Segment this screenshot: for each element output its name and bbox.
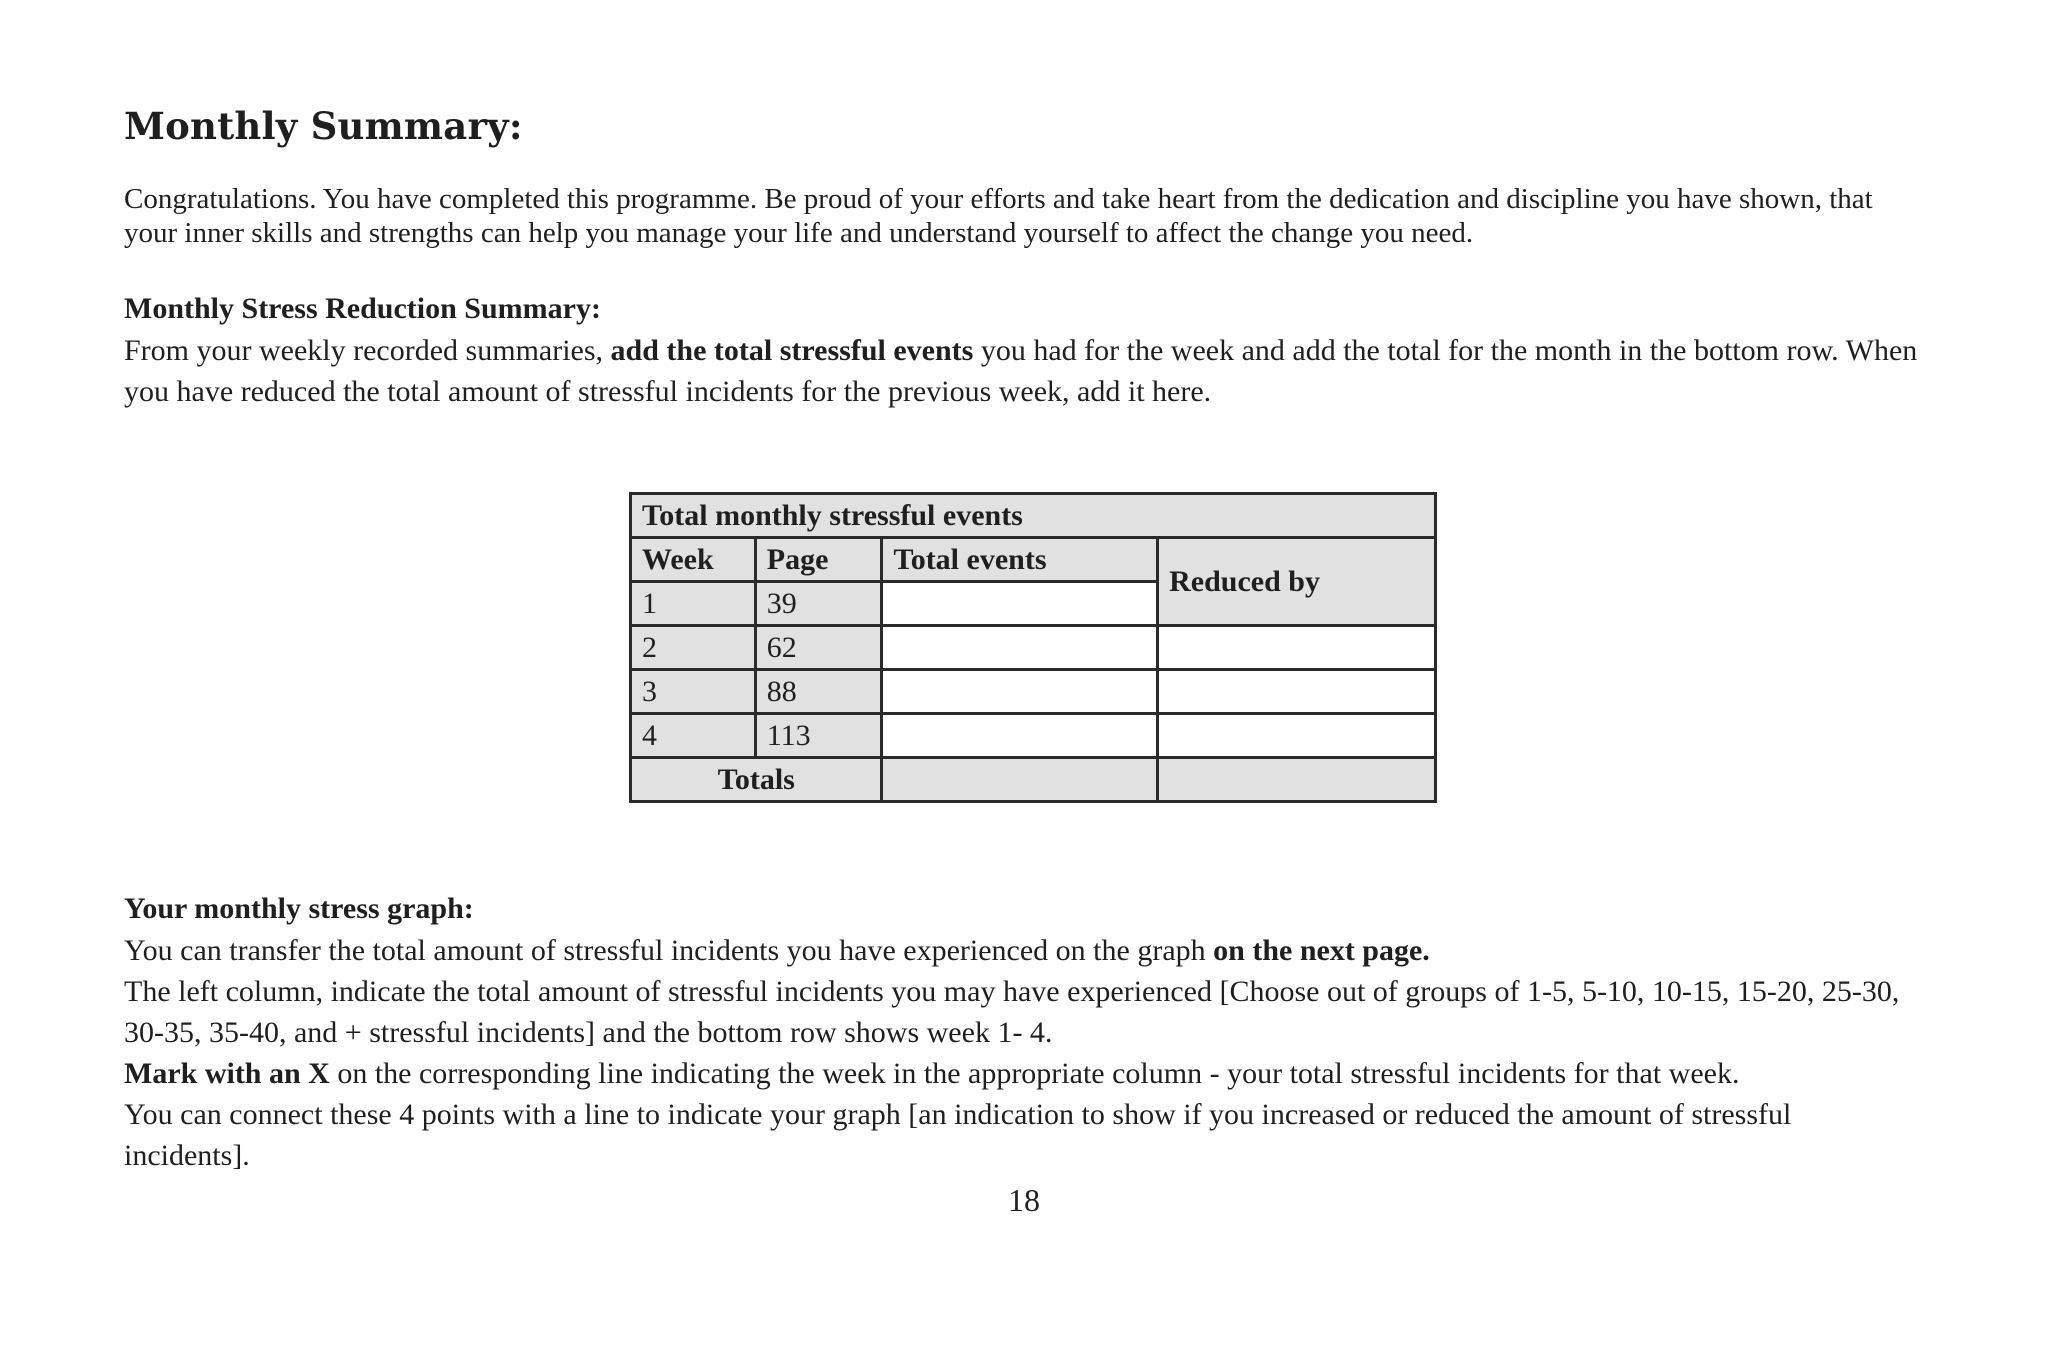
total-events-input-cell[interactable] (882, 714, 1158, 758)
total-events-input-cell[interactable] (882, 626, 1158, 670)
reduction-paragraph: From your weekly recorded summaries, add the total stressful events you had for the week and add the total for the month in the bottom row. When you have reduced the total amount of stressful incidents for the previous week, add it here. (124, 334, 1918, 408)
graph-section (124, 888, 1924, 1176)
stress-summary-table (629, 492, 1437, 803)
reduced-by-input-cell[interactable] (1158, 714, 1436, 758)
totals-events-cell[interactable] (882, 758, 1158, 802)
totals-row (631, 758, 1436, 802)
page-cell: 88 (755, 670, 882, 714)
graph-line-4: You can connect these 4 points with a line to indicate your graph [an indication to show if you increased or reduced the amount of stressful incidents]. (124, 1098, 1792, 1172)
header-page: Page (755, 538, 882, 582)
reduced-by-input-cell[interactable] (1158, 670, 1436, 714)
intro-paragraph: Congratulations. You have completed this programme. Be proud of your efforts and take heart from the dedication and discipline you have shown, that your inner skills and strengths can help you manage your life and understand yourself to affect the change you need. (124, 183, 1873, 249)
totals-label: Totals (631, 758, 882, 802)
totals-reduced-cell[interactable] (1158, 758, 1436, 802)
reduced-by-input-cell[interactable] (1158, 626, 1436, 670)
week-cell: 2 (631, 626, 756, 670)
total-events-input-cell[interactable] (882, 582, 1158, 626)
graph-line-2: The left column, indicate the total amount of stressful incidents you may have experienced [Choose out of groups of 1-5, 5-10, 10-15, 15-20, 25-30, 30-35, 35-40, and + stressful incidents] and the bottom row shows week 1- 4. (124, 975, 1900, 1049)
table-row (631, 714, 1436, 758)
header-week: Week (631, 538, 756, 582)
graph-line-3: Mark with an X on the corresponding line indicating the week in the appropriate column - your total stressful incidents for that week. (124, 1057, 1740, 1090)
week-cell: 1 (631, 582, 756, 626)
reduction-bold-text: add the total stressful events (610, 334, 974, 367)
table-row (631, 670, 1436, 714)
graph-bold-mark: Mark with an X (124, 1057, 330, 1090)
page-cell: 62 (755, 626, 882, 670)
header-reduced-by: Reduced by (1158, 538, 1436, 626)
reduction-section (124, 288, 1924, 412)
graph-line-1: You can transfer the total amount of stressful incidents you have experienced on the graph on the next page. (124, 934, 1430, 967)
week-cell: 3 (631, 670, 756, 714)
table-title: Total monthly stressful events (631, 494, 1436, 538)
page-cell: 113 (755, 714, 882, 758)
page-cell: 39 (755, 582, 882, 626)
reduction-heading: Monthly Stress Reduction Summary: (124, 292, 601, 325)
graph-bold-next-page: on the next page. (1213, 934, 1430, 967)
header-total-events: Total events (882, 538, 1158, 582)
graph-heading: Your monthly stress graph: (124, 892, 474, 925)
table-row (631, 626, 1436, 670)
week-cell: 4 (631, 714, 756, 758)
page-number: 18 (1008, 1182, 1040, 1218)
total-events-input-cell[interactable] (882, 670, 1158, 714)
page-title: Monthly Summary: (124, 104, 523, 148)
